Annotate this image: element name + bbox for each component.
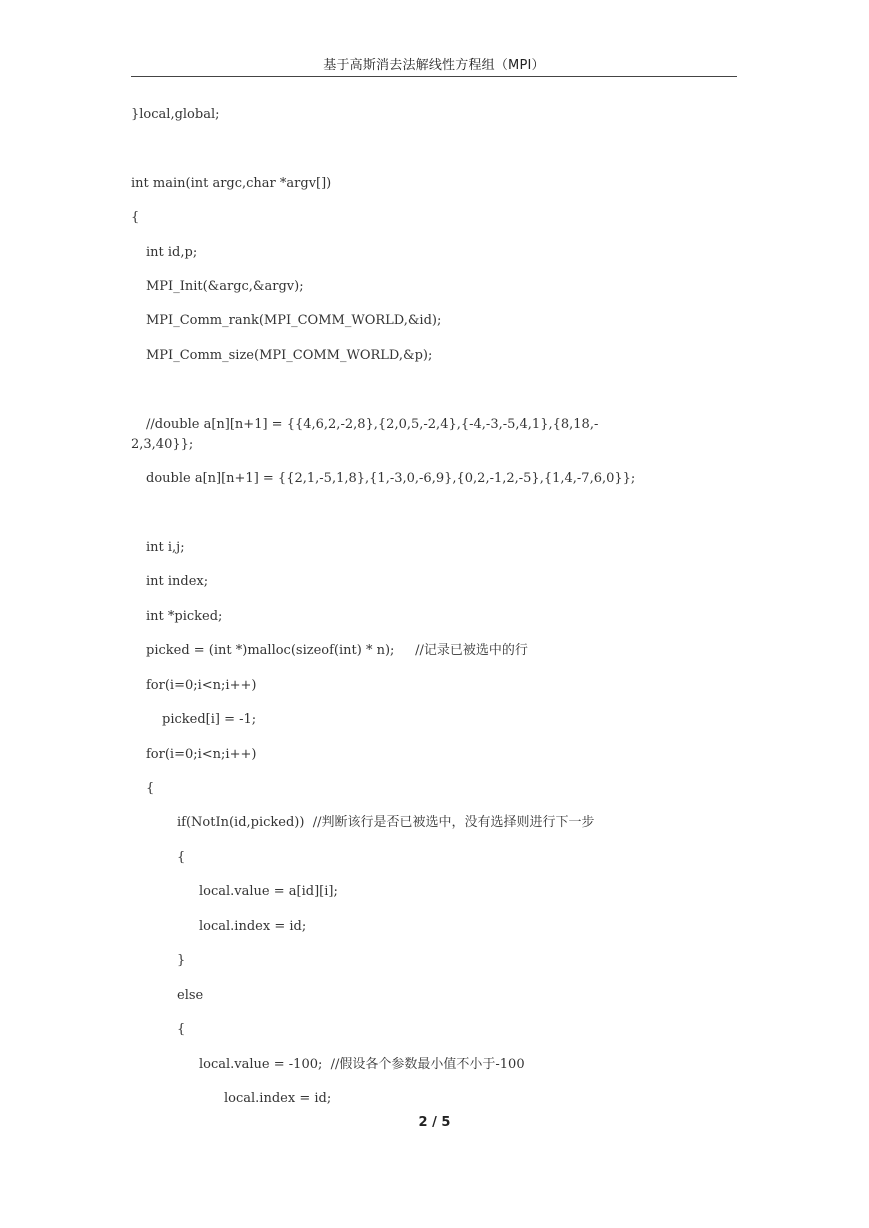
code-line: //double a[n][n+1] = {{4,6,2,-2,8},{2,0,5,-2,4},{-4,-3,-5,4,1},{8,18,- — [146, 417, 599, 432]
code-line: int i,j; — [146, 540, 185, 555]
code-line: for(i=0;i<n;i++) — [146, 678, 257, 693]
code-line: int main(int argc,char *argv[]) — [131, 176, 332, 191]
code-line: local.index = id; — [199, 919, 307, 934]
page-header-title: 基于高斯消去法解线性方程组（MPI） — [323, 58, 545, 73]
code-line: MPI_Init(&argc,&argv); — [146, 279, 304, 294]
code-line: }local,global; — [131, 107, 220, 122]
code-line: else — [177, 988, 204, 1003]
code-line: { — [146, 781, 155, 796]
code-line: int id,p; — [146, 245, 198, 260]
code-line: local.value = a[id][i]; — [199, 884, 338, 899]
code-line: MPI_Comm_size(MPI_COMM_WORLD,&p); — [146, 348, 433, 363]
code-line: 2,3,40}}; — [131, 437, 194, 452]
header-divider — [131, 76, 737, 77]
code-line: { — [131, 210, 140, 225]
code-line: picked = (int *)malloc(sizeof(int) * n); //记录已被选中的行 — [146, 643, 528, 658]
code-line: int *picked; — [146, 609, 223, 624]
code-line: MPI_Comm_rank(MPI_COMM_WORLD,&id); — [146, 313, 442, 328]
code-line: picked[i] = -1; — [162, 712, 257, 727]
page-number: 2 / 5 — [418, 1115, 451, 1130]
code-line: for(i=0;i<n;i++) — [146, 747, 257, 762]
code-line: int index; — [146, 574, 209, 589]
code-line: { — [177, 850, 186, 865]
code-line: double a[n][n+1] = {{2,1,-5,1,8},{1,-3,0,-6,9},{0,2,-1,2,-5},{1,4,-7,6,0}}; — [146, 471, 636, 486]
code-line: } — [177, 953, 186, 968]
code-line: if(NotIn(id,picked)) //判断该行是否已被选中，没有选择则进行下一步 — [177, 815, 595, 830]
code-line: { — [177, 1022, 186, 1037]
code-line: local.value = -100; //假设各个参数最小值不小于-100 — [199, 1057, 525, 1072]
code-line: local.index = id; — [224, 1091, 332, 1106]
